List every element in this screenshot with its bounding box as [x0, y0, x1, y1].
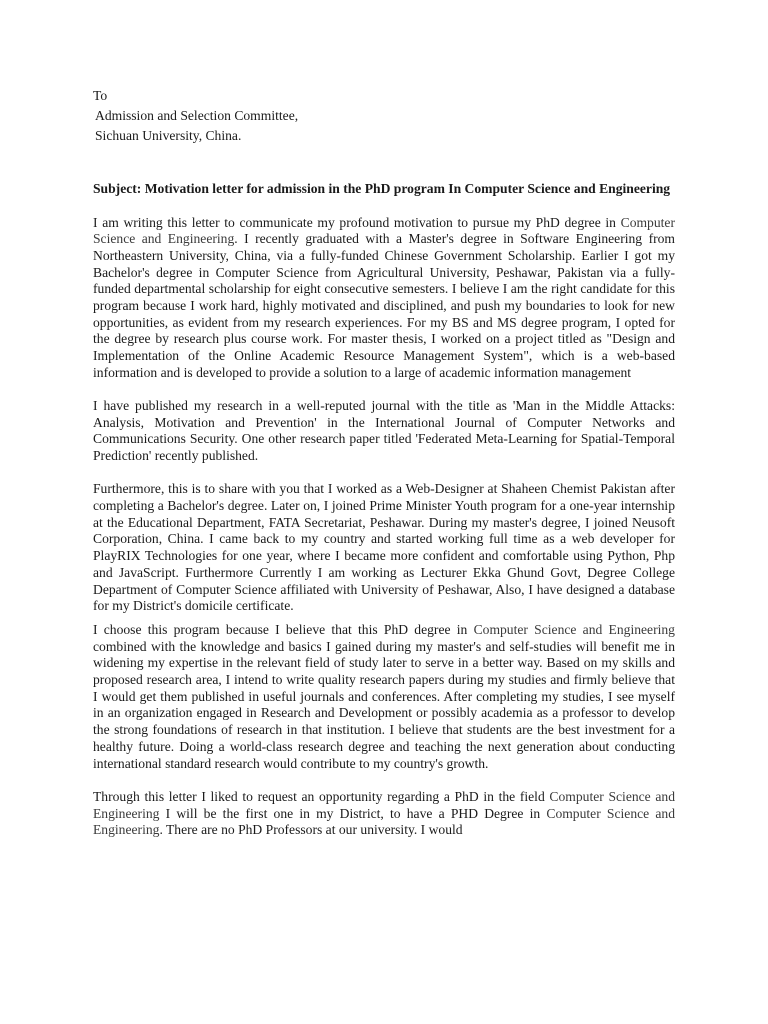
p4-text-c: combined with the knowledge and basics I gained during my master's and self-studies will benefit me in widening my expertise in the relevant field of study later to serve in a better way. Based on my skills and proposed research area, I intend to write quality research papers during my studies and firmly believe that I would get them published in useful journals and conferences. After completing my studies, I see myself in an organization engaged in Research and Development or possibly academia as a professor to develop the strong foundations of research in that institution. I believe that students are the best investment for a healthy future. Doing a world-class research degree and teaching the next generation about conducting international standard research would contribute to my country's growth. — [93, 638, 675, 771]
paragraph-experience: Furthermore, this is to share with you that I worked as a Web-Designer at Shaheen Chemist Pakistan after completing a Bachelor's degree. Later on, I joined Prime Minister Youth program for a one-year internship at the Educational Department, FATA Secretariat, Peshawar. During my master's degree, I joined Neusoft Corporation, China. I came back to my country and started working full time as a web developer for PlayRIX Technologies for one year, where I became more confident and comfortable using Python, Php and JavaScript. Furthermore Currently I am working as Lecturer Ekka Ghund Govt, Degree College Department of Computer Science affiliated with University of Peshawar, Also, I have designed a database for my District's domicile certificate. — [93, 481, 675, 614]
recipient-line: Admission and Selection Committee, — [95, 108, 299, 123]
p1-text-a: I am writing this letter to communicate my profound motivation to pursue my PhD degree in — [93, 214, 621, 230]
paragraph-publications: I have published my research in a well-reputed journal with the title as 'Man in the Middle Attacks: Analysis, Motivation and Prevention' in the International Journal of Computer Networks and Communications Security. One other research paper titled 'Federated Meta-Learning for Spatial-Temporal Prediction' recently published. — [93, 398, 675, 464]
paragraph-program-choice — [93, 622, 675, 772]
paragraph-request — [93, 789, 675, 839]
p4-text-a: I choose this program because I believe that this PhD degree in — [93, 621, 474, 637]
p4-field-name: Computer Science and Engineering — [473, 621, 675, 637]
p5-text-a: Through this letter I liked to request an opportunity regarding a PhD in the field — [93, 788, 550, 804]
paragraph-motivation — [93, 215, 675, 382]
p5-text-c: I will be the first one in my District, to have a PHD Degree in — [159, 805, 547, 821]
p1-field-name: Computer Science and Engineering — [93, 214, 675, 247]
p1-text-c: . I recently graduated with a Master's degree in Software Engineering from Northeastern University, China, via a fully-funded Chinese Government Scholarship. Earlier I got my Bachelor's degree in Computer Science from Agricultural University, Peshawar, Pakistan via a fully-funded departmental scholarship for eight consecutive semesters. I believe I am the right candidate for this program because I work hard, highly motivated and disciplined, and push my boundaries to look for new opportunities, as evident from my research experiences. For my BS and MS degree program, I opted for the degree by research plus course work. For master thesis, I worked on a project titled as "Design and Implementation of the Online Academic Resource Management System", which is a web-based information and is developed to provide a solution to a large of academic information management — [93, 231, 675, 380]
p5-text-e: . There are no PhD Professors at our university. I would — [159, 822, 463, 838]
institution-line: Sichuan University, China. — [95, 128, 242, 143]
p5-field-name-1: Computer Science and Engineering — [93, 788, 675, 821]
subject-line: Subject: Motivation letter for admission in the PhD program In Computer Science and Engineering — [93, 181, 671, 196]
p5-field-name-2: Computer Science and Engineering — [93, 805, 676, 838]
address-block — [93, 86, 675, 146]
salutation-to: To — [93, 88, 108, 103]
